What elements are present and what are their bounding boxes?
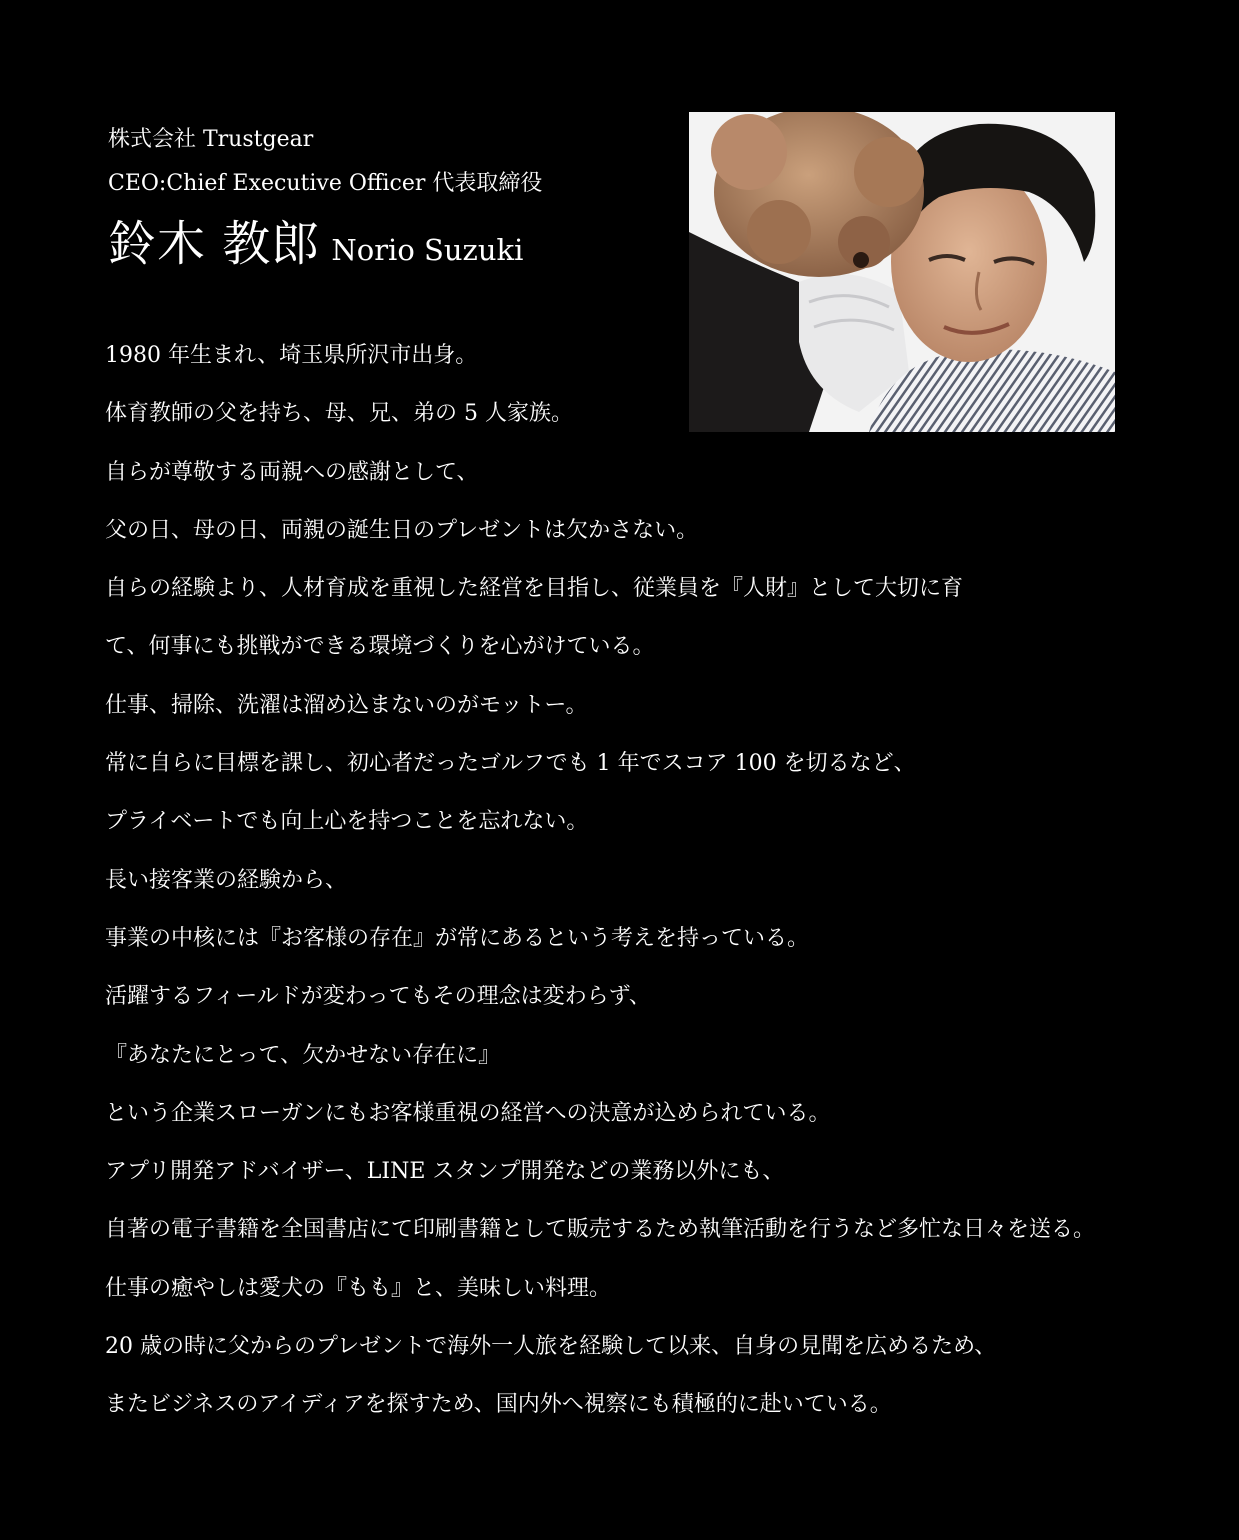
bio-line: 自らが尊敬する両親への感謝として、 xyxy=(105,459,479,485)
bio-text xyxy=(105,336,1165,1444)
bio-line: アプリ開発アドバイザー、LINE スタンプ開発などの業務以外にも、 xyxy=(105,1159,785,1185)
bio-line: 長い接客業の経験から、 xyxy=(105,867,348,893)
bio-line: プライベートでも向上心を持つことを忘れない。 xyxy=(105,809,589,835)
name-japanese: 鈴木 教郎 xyxy=(108,216,321,272)
bio-line: 常に自らに目標を課し、初心者だったゴルフでも 1 年でスコア 100 を切るなど、 xyxy=(105,751,916,777)
bio-line: 『あなたにとって、欠かせない存在に』 xyxy=(105,1042,501,1068)
bio-line: という企業スローガンにもお客様重視の経営への決意が込められている。 xyxy=(105,1100,831,1126)
bio-line: 1980 年生まれ、埼玉県所沢市出身。 xyxy=(105,343,478,368)
bio-line: 20 歳の時に父からのプレゼントで海外一人旅を経験して以来、自身の見聞を広めるため、 xyxy=(105,1334,997,1360)
bio-line: またビジネスのアイディアを探すため、国内外へ視察にも積極的に赴いている。 xyxy=(105,1392,892,1418)
bio-line: て、何事にも挑戦ができる環境づくりを心がけている。 xyxy=(105,634,655,660)
bio-line: 仕事の癒やしは愛犬の『もも』と、美味しい料理。 xyxy=(105,1275,612,1301)
name-heading xyxy=(108,212,523,287)
bio-line: 活躍するフィールドが変わってもその理念は変わらず、 xyxy=(105,984,651,1010)
bio-line: 仕事、掃除、洗濯は溜め込まないのがモットー。 xyxy=(105,692,588,718)
bio-line: 事業の中核には『お客様の存在』が常にあるという考えを持っている。 xyxy=(105,925,810,951)
position-title: CEO:Chief Executive Officer 代表取締役 xyxy=(108,171,543,196)
bio-line: 自らの経験より、人材育成を重視した経営を目指し、従業員を『人財』として大切に育 xyxy=(105,576,964,602)
name-english: Norio Suzuki xyxy=(331,233,524,267)
company-name: 株式会社 Trustgear xyxy=(108,127,314,152)
bio-line: 父の日、母の日、両親の誕生日のプレゼントは欠かさない。 xyxy=(105,517,699,543)
bio-line: 体育教師の父を持ち、母、兄、弟の 5 人家族。 xyxy=(105,401,573,427)
bio-line: 自著の電子書籍を全国書店にて印刷書籍として販売するため執筆活動を行うなど多忙な日々を送る。 xyxy=(105,1217,1096,1243)
